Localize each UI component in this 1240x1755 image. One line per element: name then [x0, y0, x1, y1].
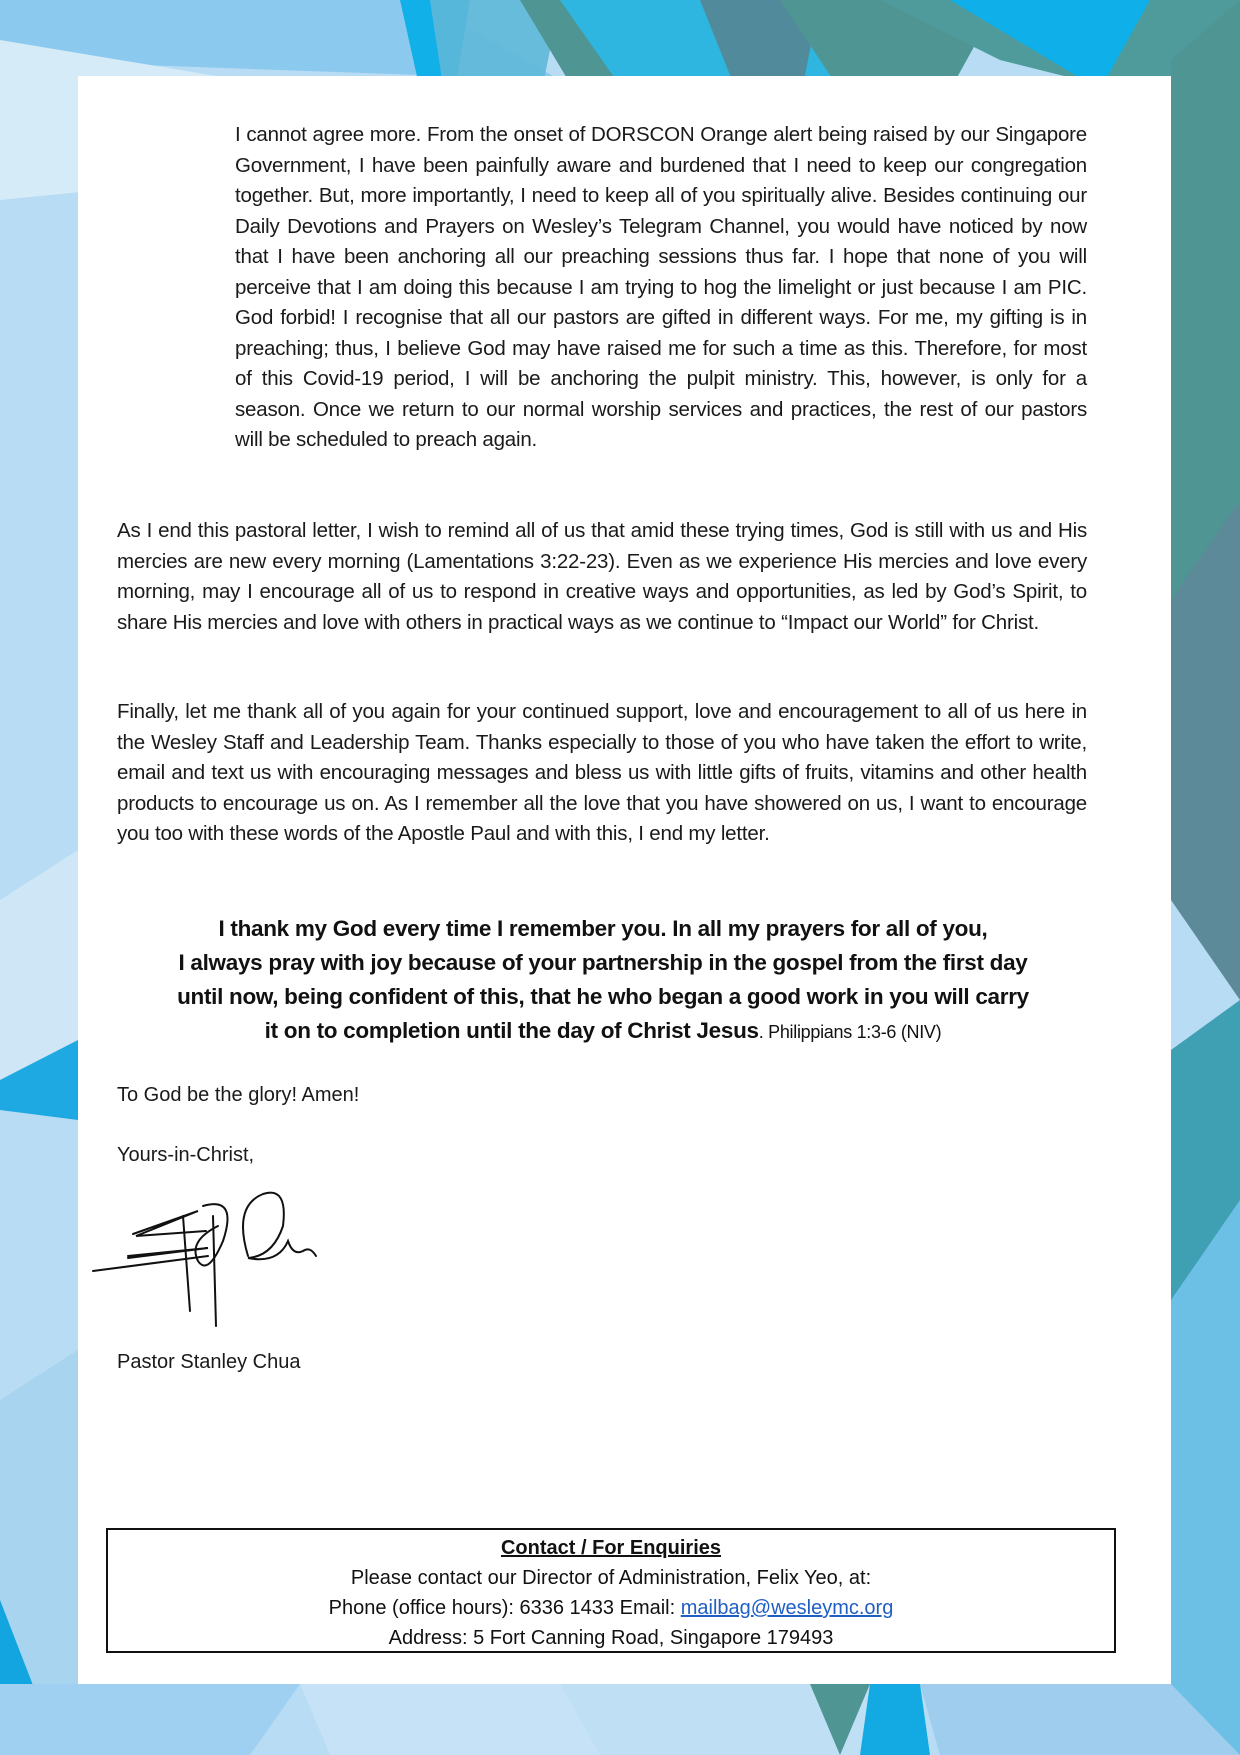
contact-intro: Please contact our Director of Administration, Felix Yeo, at:: [350, 1567, 872, 1589]
quote-line: [98, 1014, 1108, 1049]
quote-reference: . Philippians 1:3-6 (NIV): [758, 1022, 942, 1042]
quote-line-text: it on to completion until the day of Christ Jesus: [264, 1018, 759, 1043]
email-link[interactable]: mailbag@wesleymc.org: [680, 1597, 894, 1619]
contact-heading: Contact / For Enquiries: [500, 1537, 722, 1559]
paragraph-reminder: As I end this pastoral letter, I wish to remind all of us that amid these trying times, God is still with us and His mercies are new every morning (Lamentations 3:22-23). Even as we experience His mercies and love every morning, may I encourage all of us to respond in creative ways and opportunities, as led by God’s Spirit, to share His mercies and love with others in practical ways as we continue to “Impact our World” for Christ.: [117, 519, 1087, 634]
contact-box: [106, 1528, 1116, 1653]
signature-icon: [88, 1186, 328, 1336]
scripture-quote: [98, 912, 1108, 1049]
signoff: Yours-in-Christ,: [117, 1144, 255, 1166]
phone-label: Phone (office hours): 6336 1433 Email:: [328, 1597, 681, 1619]
contact-phone-email: [108, 1593, 1114, 1623]
quote-line: I thank my God every time I remember you. In all my prayers for all of you,: [218, 916, 988, 941]
doxology: To God be the glory! Amen!: [117, 1084, 360, 1106]
paragraph-indented: I cannot agree more. From the onset of DORSCON Orange alert being raised by our Singapore Government, I have been painfully aware and burdened that I need to keep our congregation together. But, more importantly, I need to keep all of you spiritually alive. Besides continuing our Daily Devotions and Prayers on Wesley’s Telegram Channel, you would have noticed by now that I have been anchoring all our preaching sessions thus far. I hope that none of you will perceive that I am doing this because I am trying to hog the limelight or just because I am PIC. God forbid! I recognise that all our pastors are gifted in different ways. For me, my gifting is in preaching; thus, I believe God may have raised me for such a time as this. Therefore, for most of this Covid-19 period, I will be anchoring the pulpit ministry. This, however, is only for a season. Once we return to our normal worship services and practices, the rest of our pastors will be scheduled to preach again.: [235, 123, 1087, 451]
contact-address: Address: 5 Fort Canning Road, Singapore 179493: [388, 1627, 834, 1649]
quote-line: I always pray with joy because of your partnership in the gospel from the first day: [178, 950, 1028, 975]
paragraph-thanks: Finally, let me thank all of you again for your continued support, love and encouragement to all of us here in the Wesley Staff and Leadership Team. Thanks especially to those of you who have taken the effort to write, email and text us with encouraging messages and bless us with little gifts of fruits, vitamins and other health products to encourage us on. As I remember all the love that you have showered on us, I want to encourage you too with these words of the Apostle Paul and with this, I end my letter.: [117, 700, 1087, 845]
quote-line: until now, being confident of this, that he who began a good work in you will carry: [177, 984, 1029, 1009]
pastor-name: Pastor Stanley Chua: [117, 1351, 301, 1373]
letter-page: [78, 76, 1171, 1684]
